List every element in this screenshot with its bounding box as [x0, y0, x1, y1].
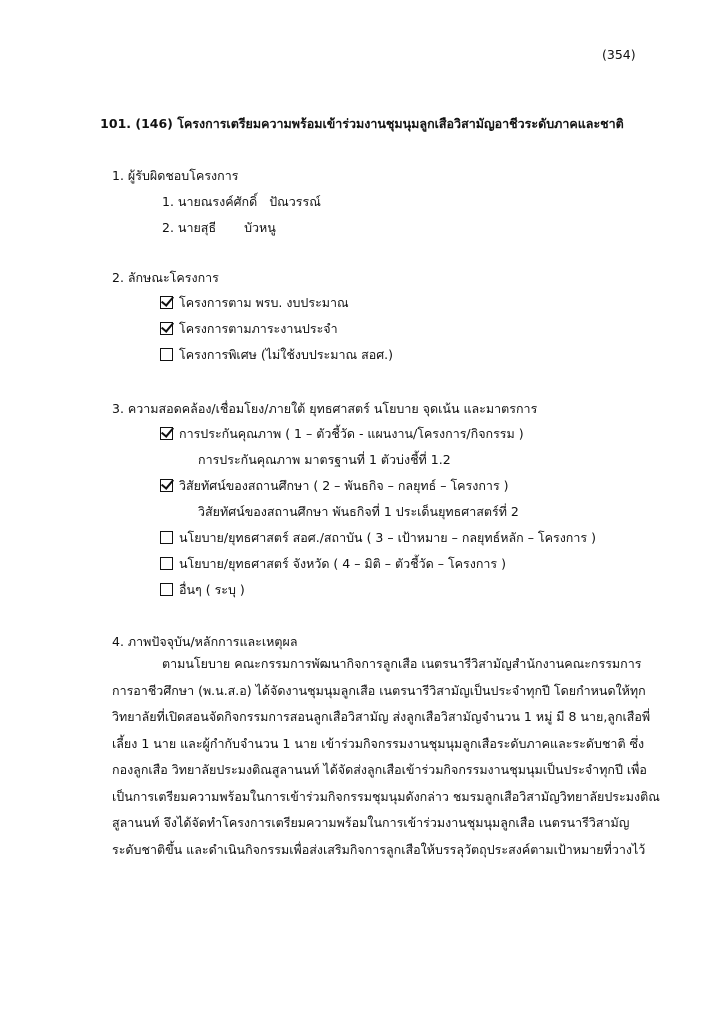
paragraph-line: วิทยาลัยที่เปิดสอนจัดกิจกรรมการสอนลูกเสือวิสามัญ ส่งลูกเสือวิสามัญจำนวน 1 หมู่ มี 8 นาย,ลูกเสือพี่: [112, 709, 651, 724]
section-type-heading: 2. ลักษณะโครงการ: [112, 270, 219, 285]
person-number: 1.: [162, 194, 174, 209]
page-number: (354): [602, 47, 636, 62]
section-background-heading: 4. ภาพปัจจุบัน/หลักการและเหตุผล: [112, 634, 298, 649]
item-label: อื่นๆ ( ระบุ ): [179, 582, 245, 597]
checkbox-empty-icon[interactable]: [160, 583, 173, 596]
checkbox-checked-icon[interactable]: [160, 479, 173, 492]
checkbox-empty-icon[interactable]: [160, 557, 173, 570]
paragraph-line: เลี้ยง 1 นาย และผู้กำกับจำนวน 1 นาย เข้าร่วมกิจกรรมงานชุมนุมลูกเสือระดับภาคและระดับชาติ ซึ่ง: [112, 735, 645, 751]
item-label: วิสัยทัศน์ของสถานศึกษา ( 2 – พันธกิจ – กลยุทธ์ – โครงการ ): [179, 478, 509, 493]
section-responsible-heading: 1. ผู้รับผิดชอบโครงการ: [112, 168, 239, 183]
paragraph-line: สูลานนท์ จึงได้จัดทำโครงการเตรียมความพร้อมในการเข้าร่วมงานชุมนุมลูกเสือ เนตรนารีวิสามัญ: [112, 815, 630, 830]
alignment-item-1[interactable]: [160, 426, 524, 442]
option-label: โครงการตามภาระงานประจำ: [179, 321, 338, 336]
person-first-name: นายสุธี: [177, 220, 217, 235]
checkbox-checked-icon[interactable]: [160, 296, 173, 309]
person-last-name: บัวหนู: [244, 220, 276, 235]
paragraph-line: ตามนโยบาย คณะกรรมการพัฒนากิจการลูกเสือ เนตรนารีวิสามัญสำนักงานคณะกรรมการ: [162, 656, 642, 671]
item-label: นโยบาย/ยุทธศาสตร์ จังหวัด ( 4 – มิติ – ตัวชี้วัด – โครงการ ): [179, 556, 506, 571]
item-label: การประกันคุณภาพ ( 1 – ตัวชี้วัด - แผนงาน/โครงการ/กิจกรรม ): [179, 426, 524, 441]
alignment-item-3[interactable]: [160, 530, 596, 546]
alignment-item-2[interactable]: [160, 478, 509, 494]
option-label: โครงการตาม พรบ. งบประมาณ: [179, 295, 349, 310]
responsible-person-1: [162, 194, 321, 210]
item-label: นโยบาย/ยุทธศาสตร์ สอศ./สถาบัน ( 3 – เป้าหมาย – กลยุทธ์หลัก – โครงการ ): [179, 530, 596, 545]
project-type-option-1[interactable]: [160, 295, 349, 311]
section-alignment-heading: 3. ความสอดคล้อง/เชื่อมโยง/ภายใต้ ยุทธศาสตร์ นโยบาย จุดเน้น และมาตรการ: [112, 401, 538, 416]
alignment-item-1-detail: การประกันคุณภาพ มาตรฐานที่ 1 ตัวบ่งชี้ที่ 1.2: [198, 452, 451, 467]
responsible-person-2: [162, 220, 276, 236]
checkbox-empty-icon[interactable]: [160, 531, 173, 544]
paragraph-line: การอาชีวศึกษา (พ.น.ส.อ) ได้จัดงานชุมนุมลูกเสือ เนตรนารีวิสามัญเป็นประจำทุกปี โดยกำหนดให้ทุก: [112, 682, 646, 698]
project-title: 101. (146) โครงการเตรียมความพร้อมเข้าร่วมงานชุมนุมลูกเสือวิสามัญอาชีวระดับภาคและชาติ: [100, 116, 624, 131]
paragraph-line: กองลูกเสือ วิทยาลัยประมงติณสูลานนท์ ได้จัดส่งลูกเสือเข้าร่วมกิจกรรมงานชุมนุมเป็นประจำทุกปี เพื่อ: [112, 762, 647, 777]
checkbox-checked-icon[interactable]: [160, 427, 173, 440]
alignment-item-5[interactable]: [160, 582, 245, 598]
paragraph-line: เป็นการเตรียมความพร้อมในการเข้าร่วมกิจกรรมชุมนุมดังกล่าว ชมรมลูกเสือวิสามัญวิทยาลัยประมงติณ: [112, 788, 660, 804]
background-paragraph: [112, 651, 660, 863]
project-type-option-2[interactable]: [160, 321, 338, 337]
alignment-item-4[interactable]: [160, 556, 506, 572]
person-first-name: นายณรงค์ศักดิ์: [177, 194, 258, 209]
person-last-name: ปัณวรรณ์: [269, 194, 321, 209]
project-type-option-3[interactable]: [160, 347, 393, 363]
person-number: 2.: [162, 220, 174, 235]
checkbox-empty-icon[interactable]: [160, 348, 173, 361]
paragraph-line: ระดับชาติขึ้น และดำเนินกิจกรรมเพื่อส่งเสริมกิจการลูกเสือให้บรรลุวัตถุประสงค์ตามเป้าหมายที่วางไว้: [112, 841, 646, 857]
alignment-item-2-detail: วิสัยทัศน์ของสถานศึกษา พันธกิจที่ 1 ประเด็นยุทธศาสตร์ที่ 2: [198, 504, 519, 519]
checkbox-checked-icon[interactable]: [160, 322, 173, 335]
option-label: โครงการพิเศษ (ไม่ใช้งบประมาณ สอศ.): [179, 347, 393, 362]
